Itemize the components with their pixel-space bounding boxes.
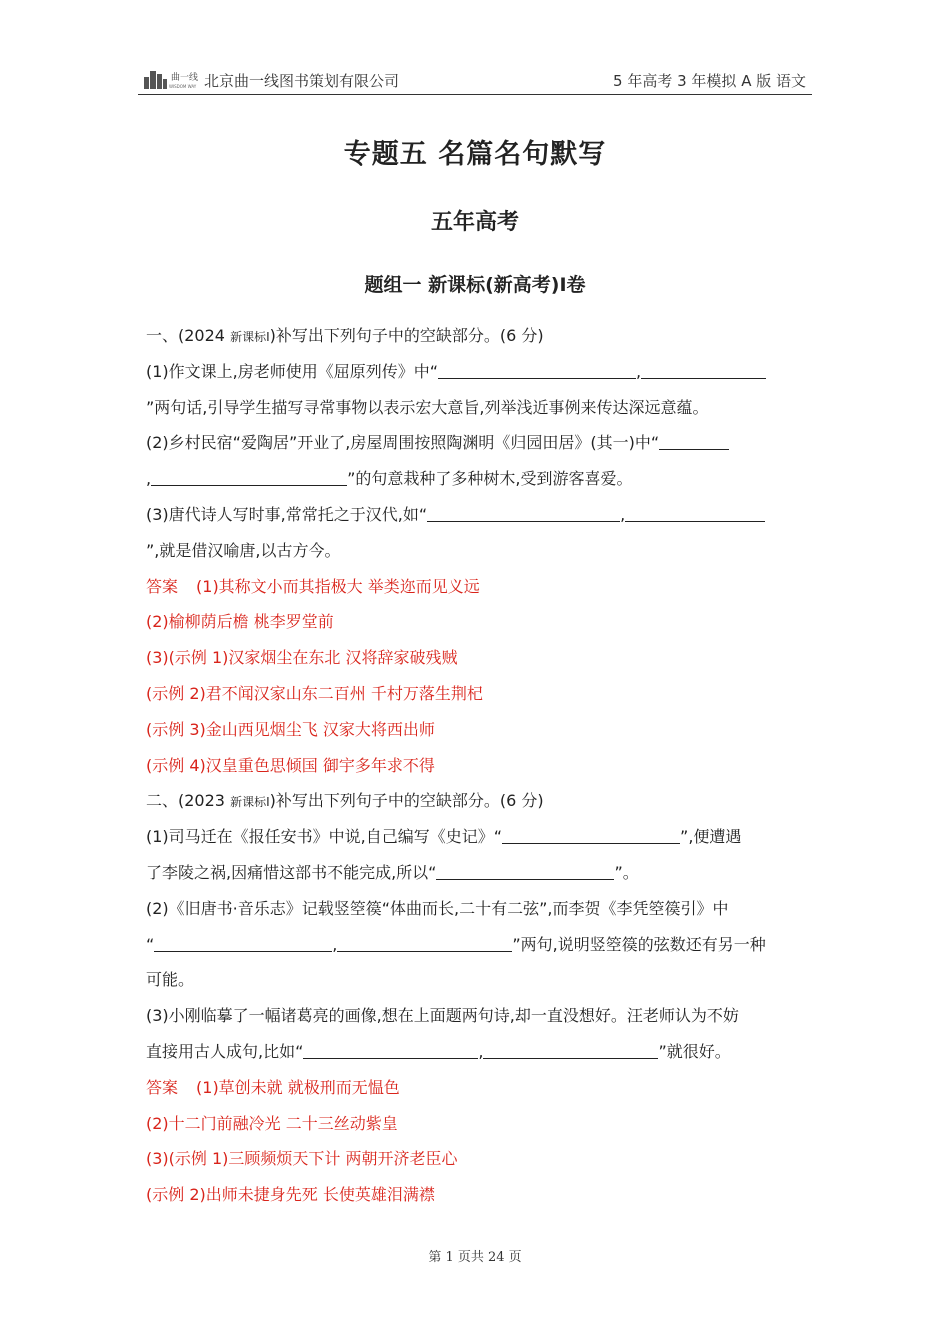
section-heading: 题组一 新课标(新高考)Ⅰ卷 xyxy=(364,274,586,296)
question-2-part-3-cont: 直接用古人成句,比如“ , ”就很好。 xyxy=(146,1034,810,1070)
exam-tag: 新课标Ⅰ xyxy=(230,330,270,344)
answer-2-line: (示例 2)出师未捷身先死 长使英雄泪满襟 xyxy=(146,1185,435,1205)
building-logo-icon xyxy=(142,67,204,91)
answer-blank[interactable] xyxy=(625,502,765,522)
question-2-part-2-cont: “ , ”两句,说明竖箜篌的弦数还有另一种 xyxy=(146,927,810,963)
answer-blank[interactable] xyxy=(427,502,620,522)
answer-1-line: (3)(示例 1)汉家烟尘在东北 汉将辞家破残贼 xyxy=(146,648,458,668)
question-2-part-1: (1)司马迁在《报任安书》中说,自己编写《史记》“ ”,便遭遇 xyxy=(146,819,810,855)
answer-1-line: (示例 2)君不闻汉家山东二百州 千村万落生荆杞 xyxy=(146,683,483,703)
page-number: 第 1 页共 24 页 xyxy=(428,1250,522,1265)
content-body xyxy=(146,318,810,1213)
answer-2-line: (2)十二门前融冷光 二十三丝动紫皇 xyxy=(146,1113,398,1133)
question-2-part-1-cont: 了李陵之祸,因痛惜这部书不能完成,所以“ ”。 xyxy=(146,855,810,891)
company-name: 北京曲一线图书策划有限公司 xyxy=(204,72,400,90)
answer-blank[interactable] xyxy=(337,932,512,952)
question-1-part-2-cont: , ”的句意栽种了多种树木,受到游客喜爱。 xyxy=(146,461,810,497)
page-title: 专题五 名篇名句默写 xyxy=(343,139,607,170)
logo-subtext: WISDOM WAY xyxy=(169,84,197,89)
question-1-part-2: (2)乡村民宿“爱陶居”开业了,房屋周围按照陶渊明《归园田居》(其一)中“ xyxy=(146,425,810,461)
answer-blank[interactable] xyxy=(641,359,766,379)
answer-label: 答案 xyxy=(146,576,179,596)
question-2-intro: 二、(2023 新课标Ⅰ)补写出下列句子中的空缺部分。(6 分) xyxy=(146,791,544,811)
exam-tag: 新课标Ⅰ xyxy=(230,795,270,810)
question-2-part-2: (2)《旧唐书·音乐志》记载竖箜篌“体曲而长,二十有二弦”,而李贺《李凭箜篌引》中 xyxy=(146,898,729,918)
answer-blank[interactable] xyxy=(154,932,332,952)
book-title: 5 年高考 3 年模拟 A 版 语文 xyxy=(613,72,806,90)
answer-1-line: 答案 (1)其称文小而其指极大 举类迩而见义远 xyxy=(146,576,480,596)
question-1-part-1: (1)作文课上,房老师使用《屈原列传》中“ , xyxy=(146,354,810,390)
answer-blank[interactable] xyxy=(502,824,680,844)
question-1-part-3: (3)唐代诗人写时事,常常托之于汉代,如“ , xyxy=(146,497,810,533)
answer-blank[interactable] xyxy=(659,430,729,450)
page-subtitle: 五年高考 xyxy=(430,210,519,235)
logo-text: 曲一线 xyxy=(171,73,199,83)
answer-2-line: 答案 (1)草创未就 就极刑而无愠色 xyxy=(146,1077,400,1097)
answer-1-line: (2)榆柳荫后檐 桃李罗堂前 xyxy=(146,612,334,632)
question-1-part-1-cont: ”两句话,引导学生描写寻常事物以表示宏大意旨,列举浅近事例来传达深远意蕴。 xyxy=(146,397,709,417)
question-1-intro: 一、(2024 新课标Ⅰ)补写出下列句子中的空缺部分。(6 分) xyxy=(146,326,544,345)
question-1-part-3-cont: ”,就是借汉喻唐,以古方今。 xyxy=(146,540,341,560)
question-2-part-2-end: 可能。 xyxy=(146,970,195,990)
page-header xyxy=(138,64,812,95)
answer-blank[interactable] xyxy=(436,860,614,880)
answer-1-line: (示例 3)金山西见烟尘飞 汉家大将西出师 xyxy=(146,719,435,739)
question-2-part-3: (3)小刚临摹了一幅诸葛亮的画像,想在上面题两句诗,却一直没想好。汪老师认为不妨 xyxy=(146,1006,739,1026)
answer-blank[interactable] xyxy=(483,1039,658,1059)
answer-blank[interactable] xyxy=(303,1039,478,1059)
answer-blank[interactable] xyxy=(151,466,347,486)
answer-1-line: (示例 4)汉皇重色思倾国 御宇多年求不得 xyxy=(146,755,435,775)
answer-blank[interactable] xyxy=(438,359,636,379)
company-logo xyxy=(142,67,204,91)
answer-label: 答案 xyxy=(146,1077,179,1097)
answer-2-line: (3)(示例 1)三顾频烦天下计 两朝开济老臣心 xyxy=(146,1149,458,1169)
